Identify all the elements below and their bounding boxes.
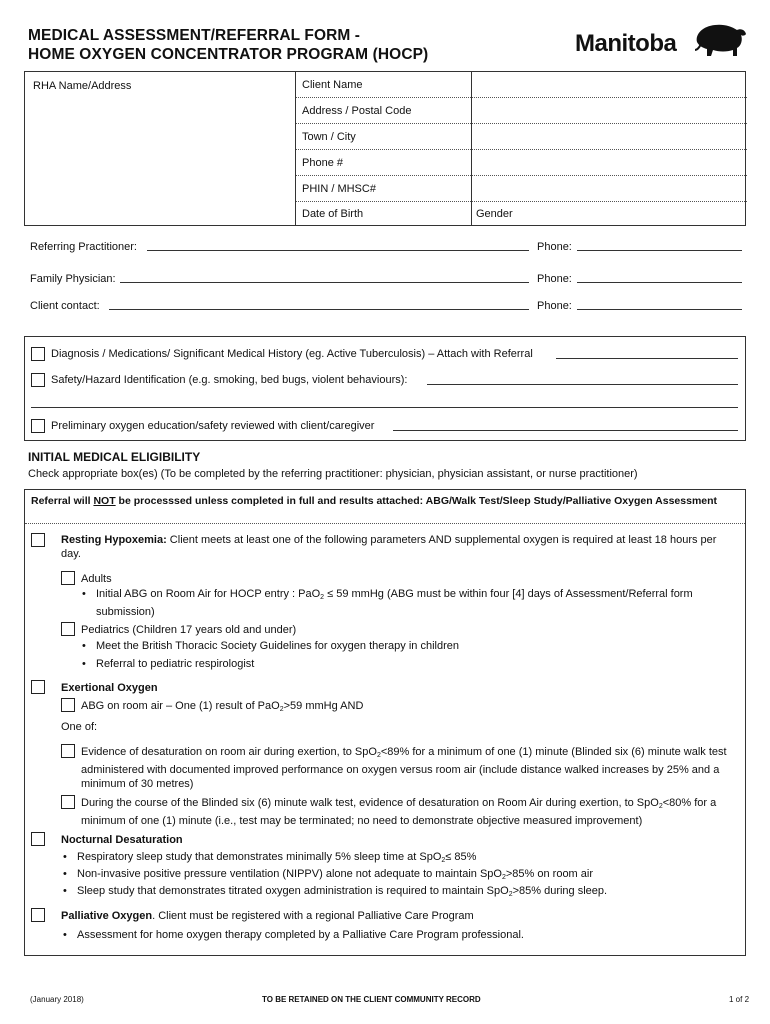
rha-name-address-label: RHA Name/Address bbox=[33, 80, 132, 92]
palliative-text bbox=[61, 909, 474, 923]
text: <89% for a minimum of one (1) minute (Blinded six (6) minute walk test administered with documented improved performance on oxygen versus room air (include distance walked increases by 25% and a minimum of 30 metres) bbox=[81, 746, 727, 790]
dob-gender-row[interactable] bbox=[296, 201, 747, 225]
adults-criterion bbox=[96, 587, 736, 619]
resting-title: Resting Hypoxemia: bbox=[61, 534, 167, 546]
safety-checkbox[interactable] bbox=[31, 373, 45, 387]
education-label: Preliminary oxygen education/safety reviewed with client/caregiver bbox=[51, 420, 375, 432]
referring-practitioner-label: Referring Practitioner: bbox=[30, 241, 137, 253]
warning-post: be processsed unless completed in full and results attached: ABG/Walk Test/Sleep Study/Palliative Oxygen Assessment bbox=[115, 495, 718, 507]
warning-text bbox=[25, 490, 745, 524]
eligibility-heading: INITIAL MEDICAL ELIGIBILITY bbox=[28, 450, 201, 464]
family-physician-input[interactable] bbox=[120, 282, 529, 283]
field-label: PHIN / MHSC# bbox=[302, 183, 376, 195]
nocturnal-checkbox[interactable] bbox=[31, 832, 45, 846]
pediatrics-checkbox[interactable] bbox=[61, 622, 75, 636]
text: During the course of the Blinded six (6) minute walk test, evidence of desaturation on Room Air during exertion, to SpO bbox=[81, 797, 659, 809]
field-label: Client Name bbox=[302, 79, 363, 91]
history-section bbox=[24, 336, 746, 441]
referring-practitioner-input[interactable] bbox=[147, 250, 529, 251]
subscript: 2 bbox=[501, 874, 506, 881]
adults-label: Adults bbox=[81, 573, 112, 585]
diagnosis-checkbox[interactable] bbox=[31, 347, 45, 361]
subscript: 2 bbox=[279, 706, 284, 713]
subscript: 2 bbox=[508, 891, 513, 898]
text: Sleep study that demonstrates titrated oxygen administration is required to maintain SpO bbox=[77, 885, 509, 897]
title-line-2: HOME OXYGEN CONCENTRATOR PROGRAM (HOCP) bbox=[28, 46, 429, 63]
footer-page-number: 1 of 2 bbox=[729, 995, 750, 1004]
footer-retain-notice: TO BE RETAINED ON THE CLIENT COMMUNITY RECORD bbox=[262, 995, 481, 1004]
subscript: 2 bbox=[320, 594, 325, 601]
text: Non-invasive positive pressure ventilation (NIPPV) alone not adequate to maintain SpO bbox=[77, 868, 502, 880]
diagnosis-input[interactable] bbox=[556, 358, 738, 359]
field-label: Phone # bbox=[302, 157, 343, 169]
exertional-option-2-checkbox[interactable] bbox=[61, 795, 75, 809]
resting-desc: Client meets at least one of the following parameters AND supplemental oxygen is required at least 18 hours per day. bbox=[61, 534, 717, 560]
nocturnal-criterion-1 bbox=[77, 850, 476, 868]
field-label: Town / City bbox=[302, 131, 356, 143]
client-fields bbox=[295, 72, 746, 225]
eligibility-box bbox=[24, 489, 746, 956]
text: Evidence of desaturation on room air during exertion, to SpO bbox=[81, 746, 377, 758]
nocturnal-criterion-3 bbox=[77, 884, 607, 902]
family-physician-label: Family Physician: bbox=[30, 273, 116, 285]
text: >59 mmHg AND bbox=[283, 700, 364, 712]
diagnosis-label: Diagnosis / Medications/ Significant Medical History (eg. Active Tuberculosis) – Attach with Referral bbox=[51, 348, 533, 360]
text: ≤ 85% bbox=[445, 851, 477, 863]
education-input[interactable] bbox=[393, 430, 738, 431]
text: >85% during sleep. bbox=[512, 885, 608, 897]
phone-label: Phone: bbox=[537, 241, 572, 253]
palliative-checkbox[interactable] bbox=[31, 908, 45, 922]
text: Respiratory sleep study that demonstrates minimally 5% sleep time at SpO bbox=[77, 851, 442, 863]
peds-criterion-1: • Meet the British Thoracic Society Guidelines for oxygen therapy in children bbox=[96, 639, 459, 653]
exertional-option-2 bbox=[81, 796, 741, 828]
phone-label: Phone: bbox=[537, 273, 572, 285]
text: ≤ 59 mmHg (ABG must be within four [4] days of Assessment/Referral form submission) bbox=[96, 588, 693, 618]
phone-field[interactable] bbox=[296, 150, 747, 176]
text: >85% on room air bbox=[505, 868, 594, 880]
adults-checkbox[interactable] bbox=[61, 571, 75, 585]
nocturnal-title: Nocturnal Desaturation bbox=[61, 834, 183, 846]
exertional-title: Exertional Oxygen bbox=[61, 682, 158, 694]
one-of-label: One of: bbox=[61, 721, 98, 733]
warning-pre: Referral will bbox=[31, 495, 94, 507]
client-info-table bbox=[24, 71, 746, 226]
family-phone-input[interactable] bbox=[577, 282, 742, 283]
resting-hypoxemia-checkbox[interactable] bbox=[31, 533, 45, 547]
eligibility-instruction: Check appropriate box(es) (To be completed by the referring practitioner: physician, physician assistant, or nurse practitioner) bbox=[28, 468, 638, 480]
column-divider bbox=[471, 72, 472, 201]
footer-date: (January 2018) bbox=[30, 995, 84, 1004]
pediatrics-label: Pediatrics (Children 17 years old and under) bbox=[81, 624, 297, 636]
form-title bbox=[28, 26, 428, 64]
title-line-1: MEDICAL ASSESSMENT/REFERRAL FORM - bbox=[28, 27, 361, 44]
abg-room-air-checkbox[interactable] bbox=[61, 698, 75, 712]
gender-label: Gender bbox=[476, 208, 513, 220]
phin-mhsc-field[interactable] bbox=[296, 176, 747, 202]
bison-icon bbox=[693, 22, 747, 60]
address-postal-field[interactable] bbox=[296, 98, 747, 124]
client-contact-phone-input[interactable] bbox=[577, 309, 742, 310]
safety-label: Safety/Hazard Identification (e.g. smoking, bed bugs, violent behaviours): bbox=[51, 374, 408, 386]
client-name-field[interactable] bbox=[296, 72, 747, 98]
town-city-field[interactable] bbox=[296, 124, 747, 150]
nocturnal-criterion-2 bbox=[77, 867, 593, 885]
subscript: 2 bbox=[376, 752, 381, 759]
exertional-option-1 bbox=[81, 745, 741, 791]
safety-input-continued[interactable] bbox=[31, 407, 738, 408]
text: <80% for a minimum of one (1) minute (i.e., test may be terminated; no need to demonstrate objective measured improvement) bbox=[81, 797, 717, 827]
palliative-criterion: • Assessment for home oxygen therapy completed by a Palliative Care Program professional. bbox=[77, 928, 524, 942]
education-checkbox[interactable] bbox=[31, 419, 45, 433]
client-contact-label: Client contact: bbox=[30, 300, 100, 312]
field-label: Address / Postal Code bbox=[302, 105, 412, 117]
referring-phone-input[interactable] bbox=[577, 250, 742, 251]
exertional-checkbox[interactable] bbox=[31, 680, 45, 694]
palliative-title: Palliative Oxygen bbox=[61, 910, 153, 922]
text: ABG on room air – One (1) result of PaO bbox=[81, 700, 280, 712]
peds-criterion-2: • Referral to pediatric respirologist bbox=[96, 657, 254, 671]
warning-not: NOT bbox=[93, 495, 116, 507]
text: Initial ABG on Room Air for HOCP entry : PaO bbox=[96, 588, 321, 600]
logo-text: Manitoba bbox=[575, 30, 677, 57]
safety-input[interactable] bbox=[427, 384, 738, 385]
manitoba-logo bbox=[575, 22, 747, 62]
abg-room-air-label bbox=[81, 699, 363, 717]
phone-label: Phone: bbox=[537, 300, 572, 312]
subscript: 2 bbox=[441, 857, 446, 864]
resting-hypoxemia-text bbox=[61, 533, 733, 561]
field-label: Date of Birth bbox=[302, 208, 364, 220]
client-contact-input[interactable] bbox=[109, 309, 529, 310]
subscript: 2 bbox=[658, 803, 663, 810]
exertional-option-1-checkbox[interactable] bbox=[61, 744, 75, 758]
palliative-desc: . Client must be registered with a regional Palliative Care Program bbox=[152, 910, 474, 922]
